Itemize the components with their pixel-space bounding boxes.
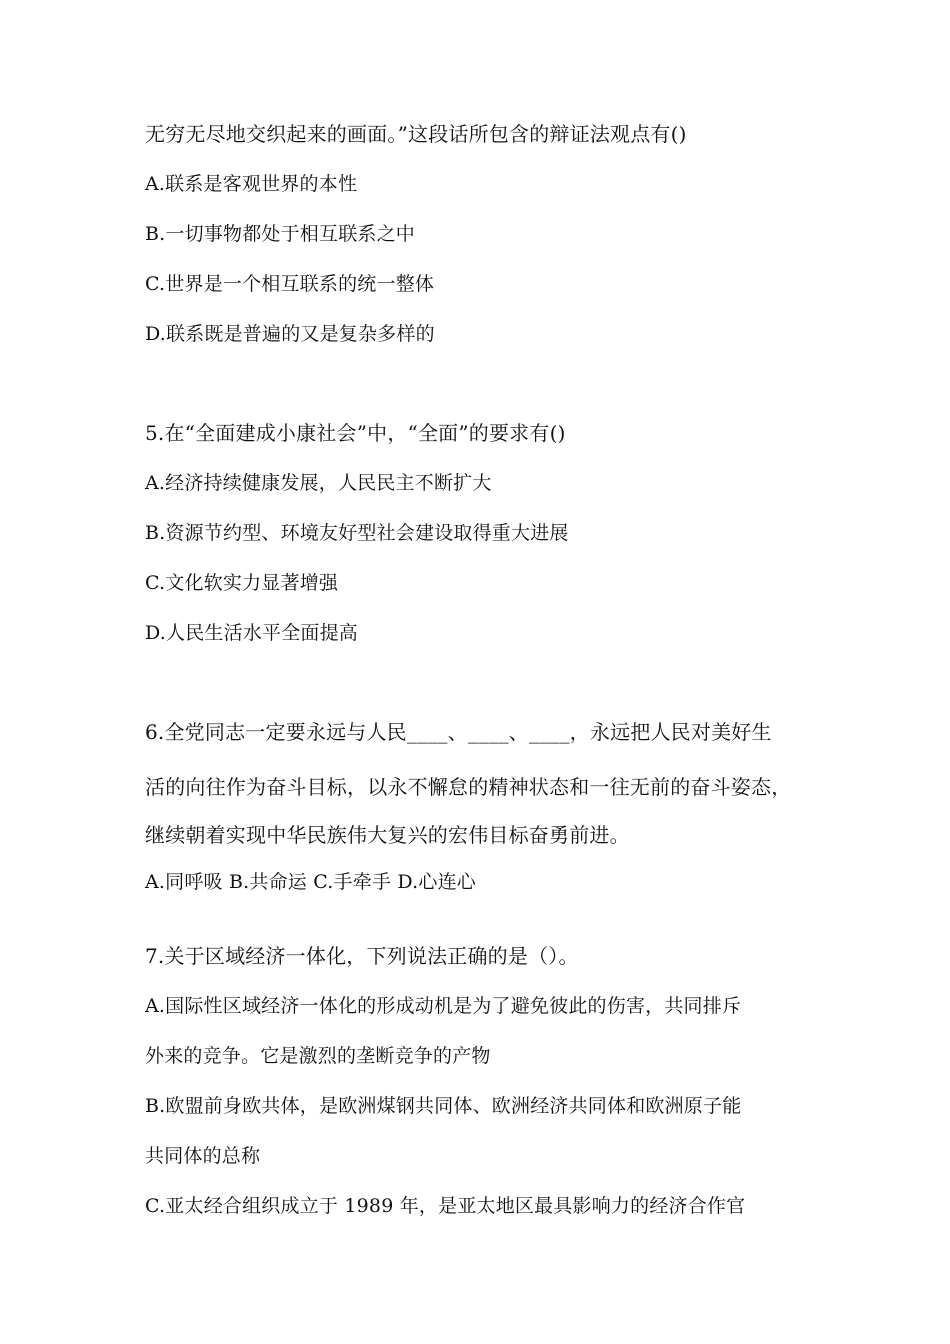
q7-option-b-line-1: B.欧盟前身欧共体，是欧洲煤钢共同体、欧洲经济共同体和欧洲原子能 <box>145 1095 742 1117</box>
q5-stem: 5.在“全面建成小康社会”中，“全面”的要求有() <box>145 421 566 445</box>
q7-option-a-line-1: A.国际性区域经济一体化的形成动机是为了避免彼此的伤害，共同排斥 <box>145 995 742 1017</box>
q5-option-a: A.经济持续健康发展，人民民主不断扩大 <box>145 472 492 494</box>
q7-option-c: C.亚太经合组织成立于 1989 年，是亚太地区最具影响力的经济合作官 <box>145 1195 746 1217</box>
q5-option-c: C.文化软实力显著增强 <box>145 572 339 594</box>
q5-option-b: B.资源节约型、环境友好型社会建设取得重大进展 <box>145 522 569 544</box>
q4-option-d: D.联系既是普遍的又是复杂多样的 <box>145 323 435 345</box>
q6-options: A.同呼吸 B.共命运 C.手牵手 D.心连心 <box>145 871 476 893</box>
q6-stem-line-1: 6.全党同志一定要永远与人民____、____、____，永远把人民对美好生 <box>145 720 772 744</box>
q6-stem-line-3: 继续朝着实现中华民族伟大复兴的宏伟目标奋勇前进。 <box>145 823 630 847</box>
q6-stem-line-2: 活的向往作为奋斗目标，以永不懈怠的精神状态和一往无前的奋斗姿态， <box>145 775 792 799</box>
q7-option-a-line-2: 外来的竞争。它是激烈的垄断竞争的产物 <box>145 1045 491 1067</box>
q7-stem: 7.关于区域经济一体化，下列说法正确的是（）。 <box>145 944 579 968</box>
q4-stem-tail: 无穷无尽地交织起来的画面。”这段话所包含的辩证法观点有() <box>145 122 687 146</box>
q4-option-b: B.一切事物都处于相互联系之中 <box>145 223 416 245</box>
q4-option-c: C.世界是一个相互联系的统一整体 <box>145 273 435 295</box>
q4-option-a: A.联系是客观世界的本性 <box>145 173 358 195</box>
q5-option-d: D.人民生活水平全面提高 <box>145 622 358 644</box>
q7-option-b-line-2: 共同体的总称 <box>145 1145 261 1167</box>
